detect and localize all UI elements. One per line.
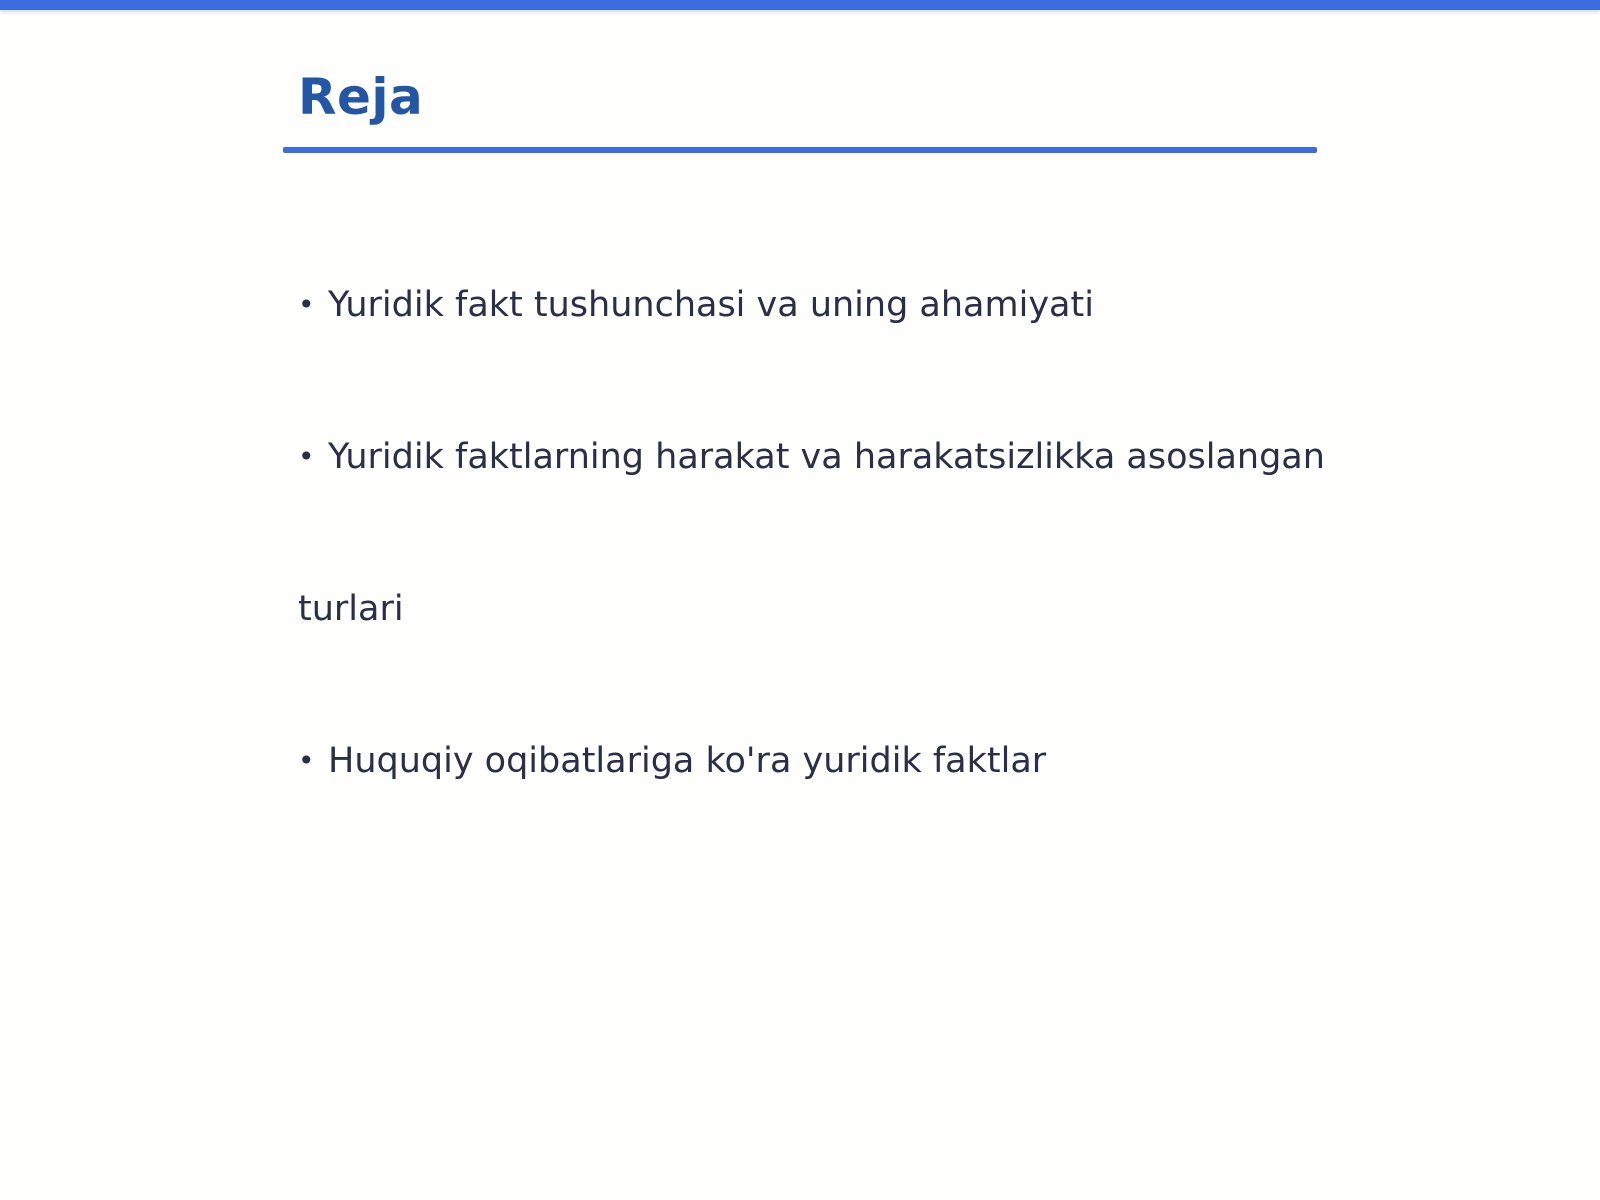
title-underline bbox=[283, 147, 1317, 153]
plan-item-legal-fact-concept bbox=[298, 280, 1338, 432]
plan-item-text: Huquqiy oqibatlariga ko'ra yuridik faktlar bbox=[328, 741, 1047, 781]
plan-item-text: turlari bbox=[298, 589, 404, 629]
plan-item-continuation bbox=[298, 584, 1338, 736]
plan-item-legal-consequences bbox=[298, 736, 1338, 888]
bullet-icon: • bbox=[298, 288, 315, 321]
slide-title: Reja bbox=[298, 68, 424, 126]
plan-item-text: Yuridik fakt tushunchasi va uning ahamiyati bbox=[328, 285, 1094, 325]
plan-list bbox=[298, 280, 1338, 888]
top-accent-bar bbox=[0, 0, 1600, 10]
bullet-icon: • bbox=[298, 440, 315, 473]
plan-item-action-inaction-types bbox=[298, 432, 1338, 584]
plan-item-text: Yuridik faktlarning harakat va harakatsizlikka asoslangan bbox=[328, 437, 1325, 477]
bullet-icon: • bbox=[298, 744, 315, 777]
